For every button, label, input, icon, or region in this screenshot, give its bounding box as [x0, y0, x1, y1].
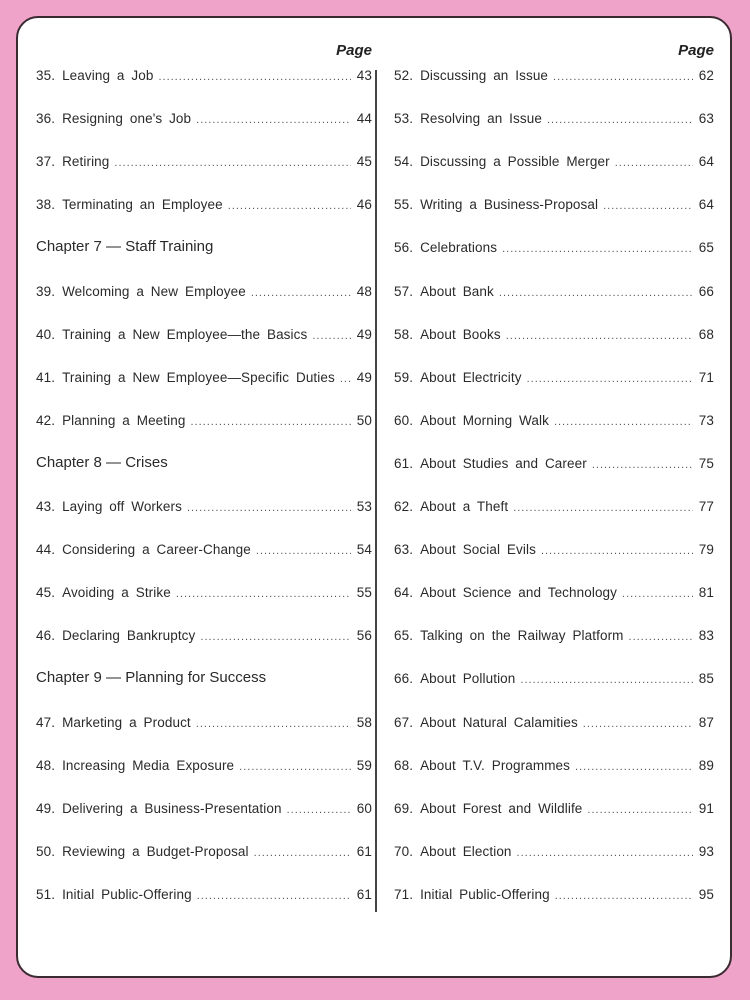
entry-number: 60. — [394, 413, 414, 428]
entry-page-number: 61 — [356, 844, 372, 859]
toc-entry[interactable] — [394, 801, 714, 821]
entry-page-number: 68 — [698, 327, 714, 342]
toc-entry[interactable] — [394, 715, 714, 735]
toc-entry[interactable] — [36, 68, 372, 88]
leader-dots — [228, 200, 351, 212]
leader-dots — [547, 114, 693, 126]
entry-title: Initial Public-Offering — [62, 887, 192, 902]
entry-title: Resolving an Issue — [420, 111, 542, 126]
leader-dots — [554, 416, 693, 428]
entry-number: 41. — [36, 370, 56, 385]
leader-dots — [506, 330, 693, 342]
entry-page-number: 73 — [698, 413, 714, 428]
entry-title: About Books — [420, 327, 501, 342]
toc-entry[interactable] — [394, 111, 714, 131]
entry-number: 65. — [394, 628, 414, 643]
right-page-label: Page — [678, 42, 714, 59]
chapter-heading: Chapter 8 — Crises — [36, 454, 168, 471]
entry-page-number: 50 — [356, 413, 372, 428]
leader-dots — [499, 287, 693, 299]
leader-dots — [196, 718, 351, 730]
entry-page-number: 59 — [356, 758, 372, 773]
entry-title: Initial Public-Offering — [420, 887, 550, 902]
entry-page-number: 53 — [356, 499, 372, 514]
entry-number: 67. — [394, 715, 414, 730]
entry-page-number: 62 — [698, 68, 714, 83]
toc-entry[interactable] — [36, 327, 372, 347]
leader-dots — [114, 157, 351, 169]
entry-page-number: 63 — [698, 111, 714, 126]
toc-entry[interactable] — [394, 542, 714, 562]
toc-entry[interactable] — [36, 758, 372, 778]
entry-title: Training a New Employee—the Basics — [62, 327, 308, 342]
chapter-heading: Chapter 9 — Planning for Success — [36, 669, 267, 686]
column-divider — [375, 70, 377, 912]
entry-title: About Pollution — [420, 671, 516, 686]
entry-page-number: 49 — [356, 370, 372, 385]
entry-number: 45. — [36, 585, 56, 600]
entry-number: 55. — [394, 197, 414, 212]
entry-page-number: 66 — [698, 284, 714, 299]
entry-title: Retiring — [62, 154, 110, 169]
leader-dots — [629, 631, 693, 643]
entry-page-number: 55 — [356, 585, 372, 600]
entry-page-number: 43 — [356, 68, 372, 83]
toc-entry[interactable] — [36, 628, 372, 648]
entry-number: 66. — [394, 671, 414, 686]
entry-page-number: 91 — [698, 801, 714, 816]
entry-page-number: 93 — [698, 844, 714, 859]
leader-dots — [340, 373, 351, 385]
entry-number: 49. — [36, 801, 56, 816]
entry-page-number: 44 — [356, 111, 372, 126]
entry-title: About Social Evils — [420, 542, 536, 557]
entry-title: About Morning Walk — [420, 413, 549, 428]
entry-title: Declaring Bankruptcy — [62, 628, 196, 643]
entry-page-number: 85 — [698, 671, 714, 686]
leader-dots — [176, 588, 351, 600]
entry-page-number: 64 — [698, 197, 714, 212]
toc-entry[interactable] — [394, 628, 714, 648]
entry-page-number: 71 — [698, 370, 714, 385]
entry-number: 62. — [394, 499, 414, 514]
toc-entry[interactable] — [36, 284, 372, 304]
entry-number: 46. — [36, 628, 56, 643]
toc-entry[interactable] — [36, 197, 372, 217]
toc-entry[interactable] — [394, 671, 714, 691]
entry-number: 51. — [36, 887, 56, 902]
entry-page-number: 64 — [698, 154, 714, 169]
toc-entry[interactable] — [394, 758, 714, 778]
entry-page-number: 49 — [356, 327, 372, 342]
entry-title: Planning a Meeting — [62, 413, 186, 428]
entry-title: Talking on the Railway Platform — [420, 628, 624, 643]
entry-number: 63. — [394, 542, 414, 557]
entry-page-number: 56 — [356, 628, 372, 643]
toc-entry[interactable] — [394, 585, 714, 605]
entry-title: About Election — [420, 844, 512, 859]
leader-dots — [513, 502, 693, 514]
entry-number: 53. — [394, 111, 414, 126]
entry-title: Training a New Employee—Specific Duties — [62, 370, 335, 385]
toc-entry[interactable] — [394, 284, 714, 304]
entry-title: About Bank — [420, 284, 494, 299]
contents-page — [16, 16, 732, 978]
entry-number: 70. — [394, 844, 414, 859]
entry-number: 39. — [36, 284, 56, 299]
left-page-label: Page — [336, 42, 372, 59]
leader-dots — [575, 761, 693, 773]
entry-title: About Forest and Wildlife — [420, 801, 583, 816]
entry-number: 47. — [36, 715, 56, 730]
entry-page-number: 54 — [356, 542, 372, 557]
leader-dots — [197, 890, 351, 902]
entry-title: Avoiding a Strike — [62, 585, 171, 600]
leader-dots — [239, 761, 351, 773]
entry-page-number: 81 — [698, 585, 714, 600]
entry-number: 71. — [394, 887, 414, 902]
leader-dots — [527, 373, 693, 385]
entry-title: Resigning one's Job — [62, 111, 192, 126]
leader-dots — [256, 545, 351, 557]
toc-entry[interactable] — [394, 413, 714, 433]
toc-entry[interactable] — [394, 240, 714, 260]
leader-dots — [520, 674, 693, 686]
toc-entry[interactable] — [36, 499, 372, 519]
entry-number: 68. — [394, 758, 414, 773]
entry-title: Marketing a Product — [62, 715, 191, 730]
entry-number: 43. — [36, 499, 56, 514]
entry-page-number: 60 — [356, 801, 372, 816]
leader-dots — [190, 416, 351, 428]
leader-dots — [287, 804, 351, 816]
entry-number: 37. — [36, 154, 56, 169]
leader-dots — [555, 890, 693, 902]
leader-dots — [615, 157, 693, 169]
toc-entry[interactable] — [394, 887, 714, 907]
leader-dots — [200, 631, 351, 643]
leader-dots — [502, 243, 693, 255]
leader-dots — [622, 588, 693, 600]
entry-number: 40. — [36, 327, 56, 342]
entry-title: Celebrations — [420, 240, 498, 255]
toc-entry[interactable] — [394, 327, 714, 347]
entry-page-number: 45 — [356, 154, 372, 169]
toc-entry[interactable] — [36, 844, 372, 864]
entry-title: About a Theft — [420, 499, 509, 514]
entry-number: 64. — [394, 585, 414, 600]
entry-page-number: 87 — [698, 715, 714, 730]
entry-title: Writing a Business-Proposal — [420, 197, 599, 212]
leader-dots — [187, 502, 351, 514]
chapter-heading: Chapter 7 — Staff Training — [36, 238, 214, 255]
entry-number: 36. — [36, 111, 56, 126]
toc-entry[interactable] — [36, 887, 372, 907]
entry-title: Laying off Workers — [62, 499, 182, 514]
entry-number: 69. — [394, 801, 414, 816]
entry-title: About Science and Technology — [420, 585, 618, 600]
entry-title: About Electricity — [420, 370, 522, 385]
entry-page-number: 75 — [698, 456, 714, 471]
entry-title: Discussing a Possible Merger — [420, 154, 610, 169]
toc-entry[interactable] — [394, 197, 714, 217]
entry-number: 48. — [36, 758, 56, 773]
entry-title: Delivering a Business-Presentation — [62, 801, 282, 816]
toc-entry[interactable] — [36, 413, 372, 433]
leader-dots — [312, 330, 351, 342]
entry-title: Reviewing a Budget-Proposal — [62, 844, 249, 859]
leader-dots — [517, 847, 693, 859]
entry-page-number: 79 — [698, 542, 714, 557]
entry-page-number: 48 — [356, 284, 372, 299]
toc-entry[interactable] — [36, 801, 372, 821]
entry-page-number: 58 — [356, 715, 372, 730]
entry-title: About T.V. Programmes — [420, 758, 571, 773]
leader-dots — [541, 545, 693, 557]
toc-entry[interactable] — [394, 844, 714, 864]
entry-title: Welcoming a New Employee — [62, 284, 246, 299]
leader-dots — [158, 71, 351, 83]
entry-title: Increasing Media Exposure — [62, 758, 235, 773]
leader-dots — [196, 114, 351, 126]
entry-number: 38. — [36, 197, 56, 212]
entry-page-number: 46 — [356, 197, 372, 212]
entry-number: 56. — [394, 240, 414, 255]
entry-page-number: 77 — [698, 499, 714, 514]
entry-page-number: 65 — [698, 240, 714, 255]
leader-dots — [251, 287, 351, 299]
toc-entry[interactable] — [394, 456, 714, 476]
leader-dots — [583, 718, 693, 730]
entry-number: 54. — [394, 154, 414, 169]
entry-page-number: 61 — [356, 887, 372, 902]
leader-dots — [254, 847, 351, 859]
entry-title: Terminating an Employee — [62, 197, 223, 212]
toc-entry[interactable] — [36, 154, 372, 174]
toc-entry[interactable] — [36, 585, 372, 605]
entry-number: 61. — [394, 456, 414, 471]
entry-number: 58. — [394, 327, 414, 342]
toc-entry[interactable] — [36, 542, 372, 562]
toc-entry[interactable] — [36, 370, 372, 390]
entry-number: 59. — [394, 370, 414, 385]
entry-page-number: 95 — [698, 887, 714, 902]
entry-title: About Studies and Career — [420, 456, 587, 471]
entry-title: Considering a Career-Change — [62, 542, 251, 557]
entry-title: Leaving a Job — [62, 68, 154, 83]
leader-dots — [553, 71, 693, 83]
toc-entry[interactable] — [394, 68, 714, 88]
entry-number: 35. — [36, 68, 56, 83]
toc-entry[interactable] — [36, 111, 372, 131]
toc-entry[interactable] — [394, 499, 714, 519]
entry-page-number: 83 — [698, 628, 714, 643]
toc-entry[interactable] — [394, 370, 714, 390]
toc-entry[interactable] — [394, 154, 714, 174]
entry-number: 50. — [36, 844, 56, 859]
entry-number: 42. — [36, 413, 56, 428]
entry-title: Discussing an Issue — [420, 68, 549, 83]
leader-dots — [603, 200, 693, 212]
entry-number: 57. — [394, 284, 414, 299]
toc-entry[interactable] — [36, 715, 372, 735]
leader-dots — [592, 459, 693, 471]
entry-page-number: 89 — [698, 758, 714, 773]
leader-dots — [587, 804, 693, 816]
entry-title: About Natural Calamities — [420, 715, 578, 730]
entry-number: 44. — [36, 542, 56, 557]
entry-number: 52. — [394, 68, 414, 83]
